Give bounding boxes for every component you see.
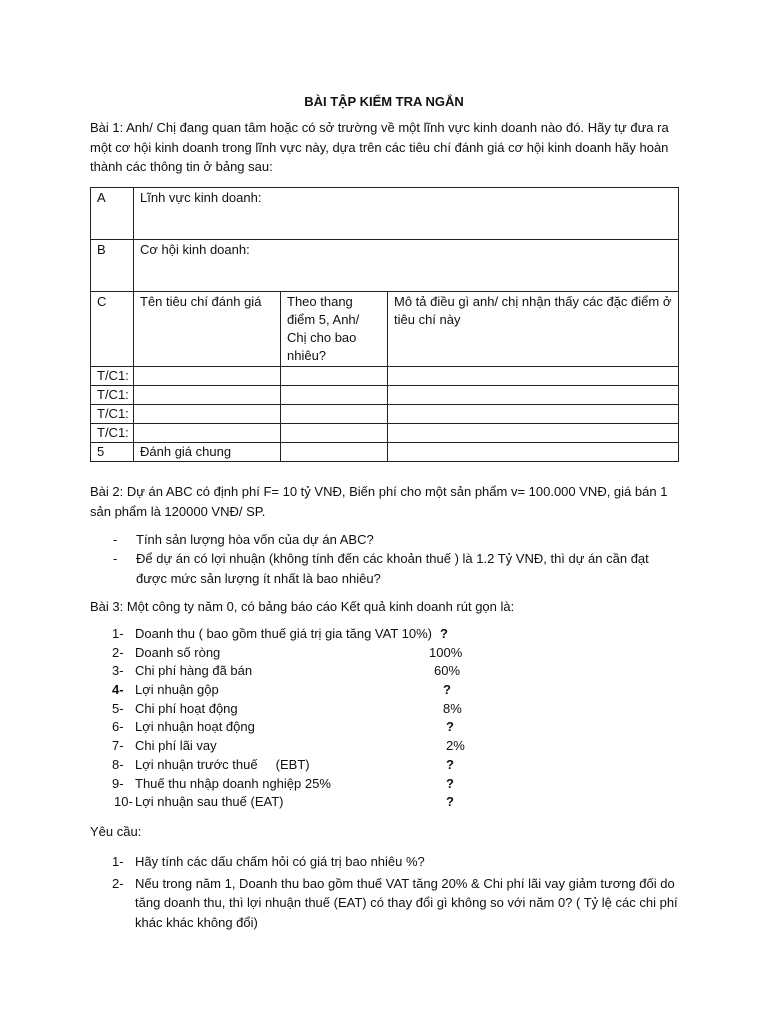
list-item [90,662,510,681]
item-number: 10- [114,794,133,810]
overall-evaluation-label: Đánh giá chung [134,443,281,462]
item-label: Lợi nhuận hoạt động [135,719,255,735]
item-number: 9- [112,775,124,791]
item-label: Lợi nhuận trước thuế (EBT) [135,756,310,772]
row-code: B [91,240,134,292]
item-label: Chi phí hoạt động [135,700,238,716]
empty-cell [134,405,281,424]
income-statement-list [90,625,510,812]
item-number: 2- [112,644,124,660]
item-value: ? [446,775,454,791]
item-number: 5- [112,700,124,716]
empty-cell [388,386,679,405]
item-value: ? [446,719,454,735]
exercise-3-text: Bài 3: Một công ty năm 0, có bảng báo cáo Kết quả kinh doanh rút gọn là: [90,599,515,614]
criteria-code: T/C1: [91,405,134,424]
empty-cell [134,424,281,443]
empty-cell [388,424,679,443]
requirements-list [90,852,690,934]
item-value: 100% [429,644,463,660]
table-row-a [91,188,679,240]
item-number: 1- [112,626,124,641]
empty-cell [134,386,281,405]
list-item [113,530,673,550]
empty-cell [281,367,388,386]
field-business-opportunity: Cơ hội kinh doanh: [134,240,679,292]
list-item [90,625,510,644]
empty-cell [388,405,679,424]
header-score: Theo thang điểm 5, Anh/ Chị cho bao nhiêu? [281,292,388,367]
empty-cell [388,443,679,462]
list-item [90,700,510,719]
list-item [90,681,510,700]
table-row [91,386,679,405]
list-item-text: Nếu trong năm 1, Doanh thu bao gồm thuế VAT tăng 20% & Chi phí lãi vay giảm tương đối do tăng doanh thu, thì lợi nhuận thuế (EAT) có thay đổi gì không so với năm 0? ( Tỷ lệ các chi phí khác khác không đổi) [135,875,678,930]
exercise-1-text: Bài 1: Anh/ Chị đang quan tâm hoặc có sở trường về một lĩnh vực kinh doanh nào đó. Hãy tự đưa ra một cơ hội kinh doanh trong lĩnh vực này, dựa trên các tiêu chí đánh giá cơ hội kinh doanh hãy hoàn thành các thông tin ở bảng sau: [90,120,669,174]
table-row-overall [91,443,679,462]
header-description: Mô tả điều gì anh/ chị nhận thấy các đặc điểm ở tiêu chí này [388,292,679,367]
empty-cell [134,367,281,386]
list-item-text: Để dự án có lợi nhuận (không tính đến các khoản thuế ) là 1.2 Tỷ VNĐ, thì dự án cần đạt được mức sản lượng ít nhất là bao nhiêu? [136,551,649,586]
item-label: Doanh số ròng [135,644,221,660]
table-row-b [91,240,679,292]
empty-cell [281,386,388,405]
row-code: C [91,292,134,367]
row-code: A [91,188,134,240]
requirements-label: Yêu cầu: [90,824,142,839]
list-item-text: Tính sản lượng hòa vốn của dự án ABC? [136,532,374,547]
item-number: 4- [112,682,124,698]
item-number: 2- [112,875,124,891]
bullet-dash: - [113,551,118,566]
criteria-table [90,187,679,462]
list-item [90,775,510,794]
table-row [91,405,679,424]
item-value: ? [446,794,454,810]
criteria-code: T/C1: [91,386,134,405]
list-item [90,852,690,872]
item-number: 8- [112,756,124,772]
item-label: Thuế thu nhập doanh nghiệp 25% [135,775,331,791]
row-code: 5 [91,443,134,462]
item-label: Lợi nhuận gộp [135,682,219,698]
item-value: 60% [434,663,461,679]
bullet-dash: - [113,532,118,547]
exercise-2-text: Bài 2: Dự án ABC có định phí F= 10 tỷ VNĐ, Biến phí cho một sản phẩm v= 100.000 VNĐ, giá bán 1 sản phẩm là 120000 VNĐ/ SP. [90,484,668,519]
table-row-c-header [91,292,679,367]
list-item [90,644,510,663]
empty-cell [388,367,679,386]
table-row [91,367,679,386]
list-item-text: Hãy tính các dấu chấm hỏi có giá trị bao nhiêu %? [135,854,425,869]
item-label: Doanh thu ( bao gồm thuế giá trị gia tăng VAT 10%) [135,626,433,641]
list-item [113,549,673,588]
item-number: 6- [112,719,124,735]
item-number: 3- [112,663,124,679]
item-value: ? [443,682,451,698]
criteria-code: T/C1: [91,424,134,443]
criteria-code: T/C1: [91,367,134,386]
header-criteria-name: Tên tiêu chí đánh giá [134,292,281,367]
item-value: ? [446,756,454,772]
field-business-sector: Lĩnh vực kinh doanh: [134,188,679,240]
item-label: Chi phí lãi vay [135,738,217,754]
item-value: 8% [443,700,462,716]
item-label: Lợi nhuận sau thuế (EAT) [135,794,284,810]
item-value: 2% [446,738,465,754]
list-item [90,718,510,737]
item-value: ? [440,626,448,641]
item-number: 7- [112,738,124,754]
empty-cell [281,405,388,424]
list-item [90,756,510,775]
empty-cell [281,424,388,443]
list-item [90,874,690,933]
item-number: 1- [112,854,124,869]
table-row [91,424,679,443]
item-label: Chi phí hàng đã bán [135,663,253,679]
list-item [90,793,510,812]
empty-cell [281,443,388,462]
list-item [90,737,510,756]
document-title: BÀI TẬP KIỂM TRA NGẮN [304,94,464,109]
